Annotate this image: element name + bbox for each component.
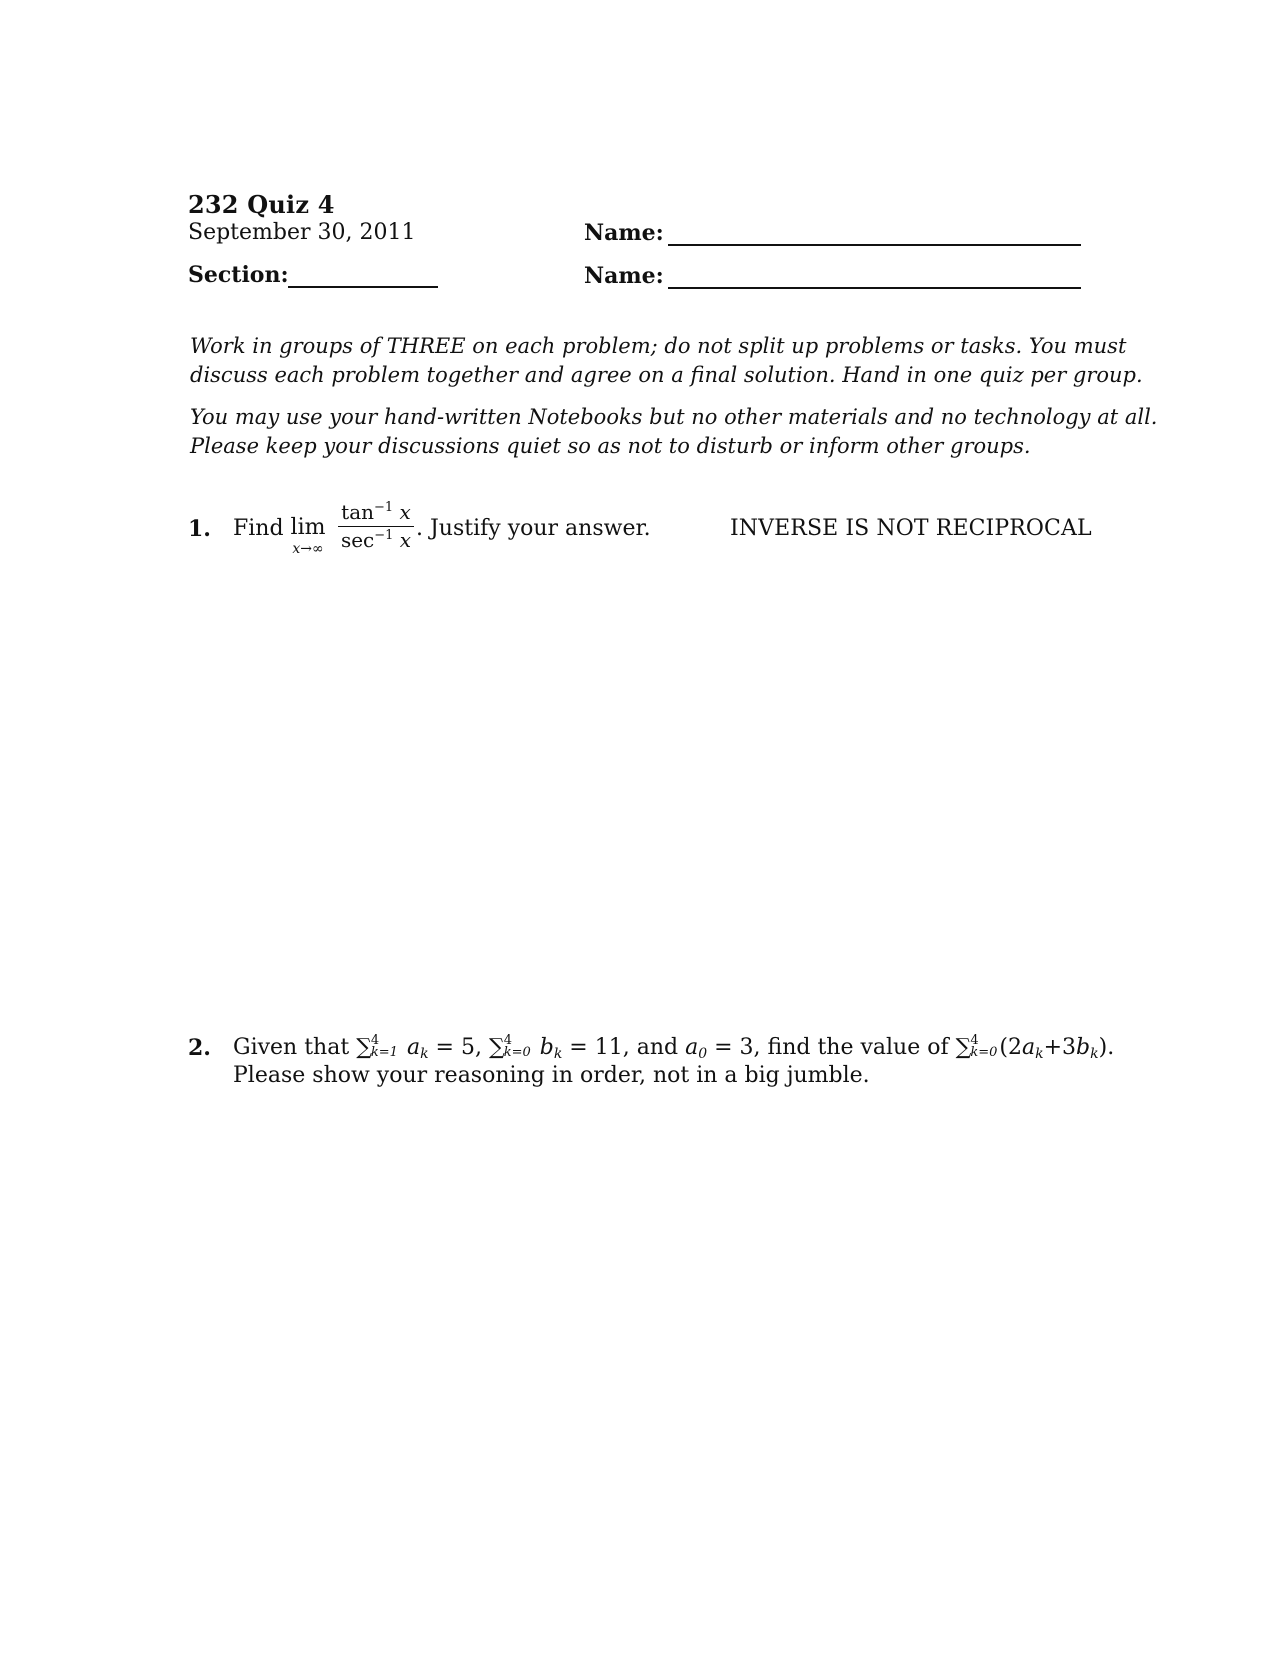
denominator-exponent: −1 (374, 528, 394, 543)
problem-2-statement (233, 1035, 1114, 1060)
denominator-function: sec (340, 528, 375, 552)
quiz-title: 232 Quiz 4 (188, 190, 335, 219)
instructions-paragraph-2 (190, 403, 1158, 461)
expr-close: ). (1098, 1035, 1115, 1060)
equals-3: = 3, find the value of (707, 1035, 956, 1060)
sum-2-upper: 4 (503, 1033, 512, 1048)
problem-1-justify: . Justify your answer. (416, 516, 651, 541)
numerator-function: tan (341, 500, 375, 524)
sum-symbol-2: ∑ (488, 1035, 505, 1060)
sum-symbol-1: ∑ (356, 1035, 372, 1060)
limit-subscript: x→∞ (292, 541, 324, 557)
sum-symbol-3: ∑ (955, 1035, 972, 1060)
problem-1-find: Find (233, 516, 284, 541)
name-label-1: Name: (584, 220, 664, 246)
denominator-variable: x (399, 528, 412, 552)
problem-1-number: 1. (188, 516, 211, 542)
sum-1-limits (371, 1035, 398, 1059)
fraction-denominator (338, 529, 414, 551)
sum-2-limits (504, 1035, 531, 1059)
problem-2-line-2: Please show your reasoning in order, not in a big jumble. (233, 1063, 870, 1088)
equals-11: = 11, and (562, 1035, 686, 1060)
numerator-exponent: −1 (374, 500, 394, 515)
instructions-paragraph-1 (190, 332, 1143, 390)
expr-plus: +3 (1043, 1035, 1077, 1060)
equals-5: = 5, (428, 1035, 489, 1060)
instructions-line: You may use your hand-written Notebooks but no other materials and no technology at all. (190, 405, 1158, 429)
given-text: Given that (233, 1035, 357, 1060)
sum-1-upper: 4 (370, 1033, 380, 1048)
limit-operator (286, 516, 330, 556)
expr-a-subscript: k (1035, 1046, 1044, 1062)
a-subscript: k (420, 1046, 429, 1062)
sum-1-lower: k=1 (370, 1045, 398, 1060)
sum-2-lower: k=0 (503, 1045, 531, 1060)
limit-word: lim (290, 515, 326, 540)
sum-3-lower: k=0 (970, 1045, 998, 1060)
instructions-line: Work in groups of THREE on each problem; do not split up problems or tasks. You must (190, 334, 1127, 358)
sum-3-limits (970, 1035, 997, 1059)
instructions-line: discuss each problem together and agree on a final solution. Hand in one quiz per group. (190, 363, 1143, 387)
a-var: a (406, 1035, 421, 1060)
fraction-numerator (338, 500, 414, 524)
expr-open: (2 (999, 1035, 1022, 1060)
a0-subscript: 0 (698, 1046, 708, 1062)
instructions-line: Please keep your discussions quiet so as not to disturb or inform other groups. (190, 434, 1031, 458)
expr-b-subscript: k (1090, 1046, 1099, 1062)
numerator-variable: x (399, 500, 411, 524)
a0-var: a (685, 1035, 699, 1060)
name-label-2: Name: (584, 263, 664, 289)
quiz-date: September 30, 2011 (188, 220, 416, 245)
b-var: b (539, 1035, 554, 1060)
expr-b-var: b (1076, 1035, 1091, 1060)
b-subscript: k (553, 1046, 563, 1062)
problem-1-note: INVERSE IS NOT RECIPROCAL (730, 516, 1092, 541)
limit-fraction (338, 500, 414, 551)
fraction-bar (338, 526, 414, 527)
name-blank-line-1 (668, 244, 1081, 246)
name-blank-line-2 (668, 287, 1081, 289)
section-blank-line (288, 286, 438, 288)
expr-a-var: a (1021, 1035, 1036, 1060)
sum-3-upper: 4 (970, 1033, 979, 1048)
section-label: Section: (188, 262, 289, 288)
problem-2-number: 2. (188, 1035, 211, 1061)
